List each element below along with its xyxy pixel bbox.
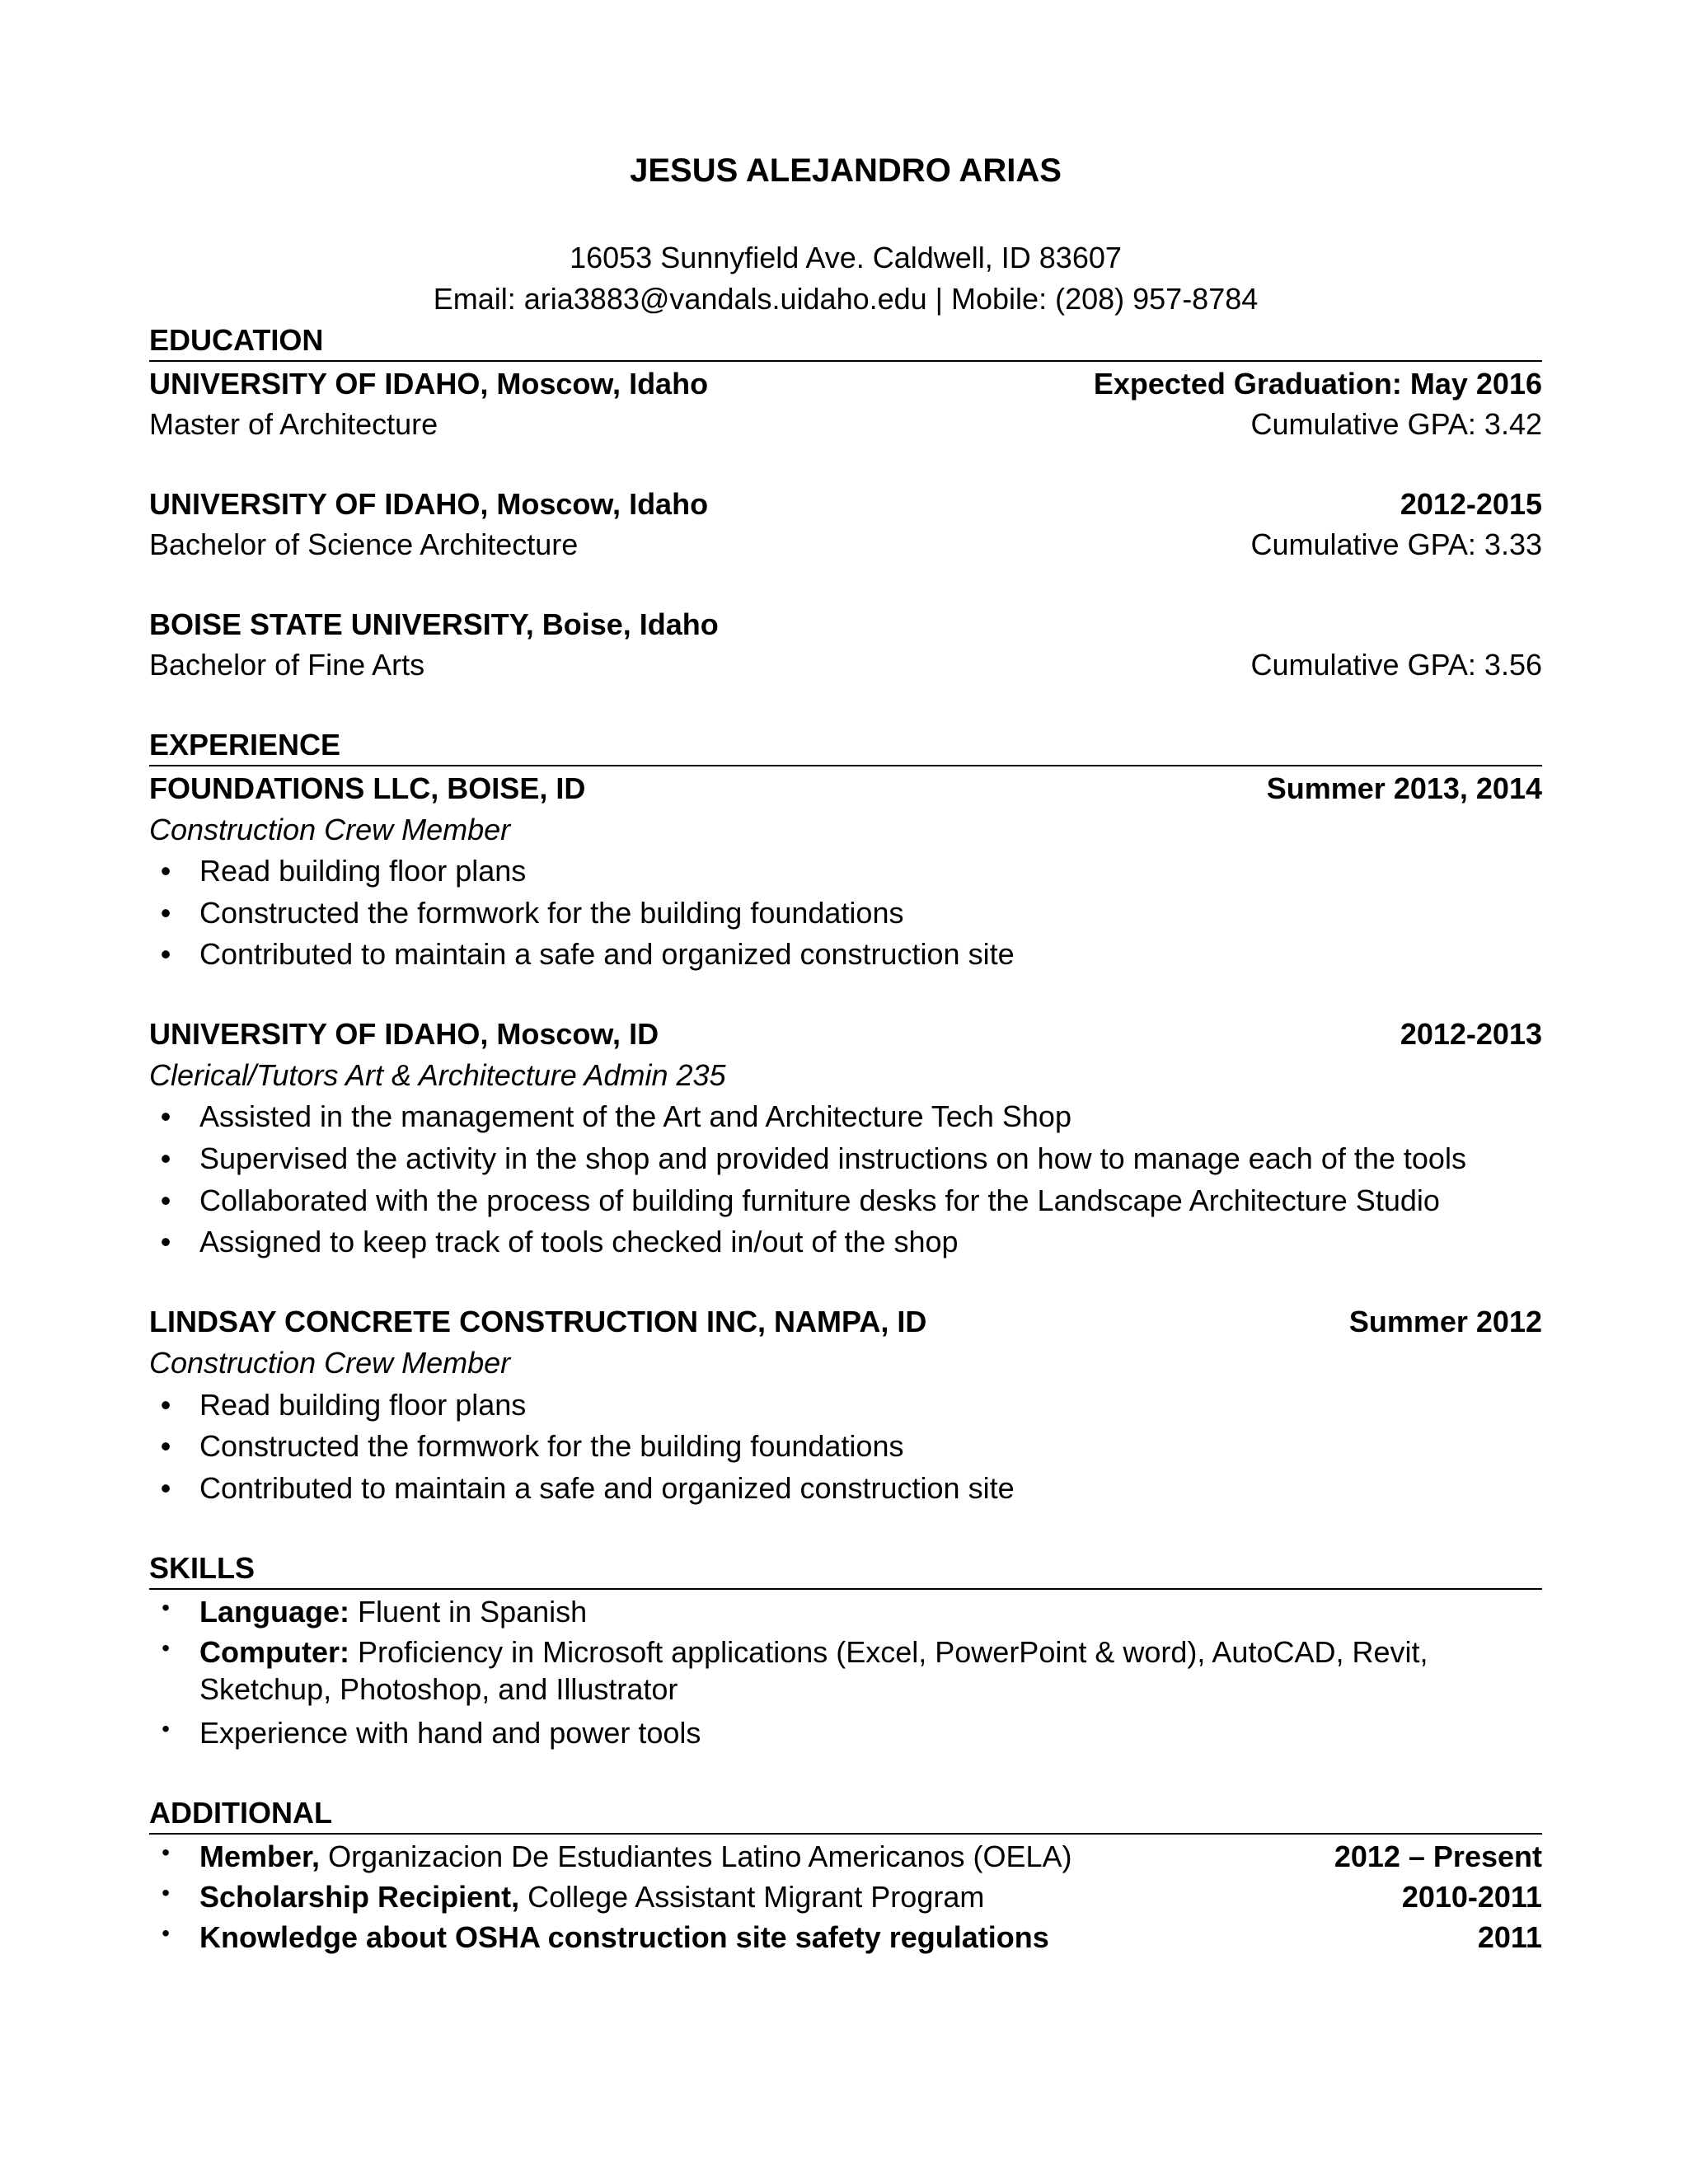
additional-heading: ADDITIONAL xyxy=(149,1796,332,1830)
bullet-text: Contributed to maintain a safe and organized construction site xyxy=(199,937,1015,971)
degree: Bachelor of Fine Arts xyxy=(149,648,425,682)
skill-label: Language: xyxy=(199,1595,350,1629)
additional-text: Organizacion De Estudiantes Latino Americanos (OELA) xyxy=(320,1840,1072,1873)
resume-page xyxy=(149,0,1542,2184)
school-name: UNIVERSITY OF IDAHO, Moscow, Idaho xyxy=(149,487,709,521)
bullet-text: Collaborated with the process of building furniture desks for the Landscape Architecture Studio xyxy=(199,1183,1440,1217)
bullet-icon: • xyxy=(160,1429,171,1463)
skills-heading: SKILLS xyxy=(149,1551,256,1585)
bullet-text: Read building floor plans xyxy=(199,854,527,888)
skill-entry xyxy=(199,1593,1542,1630)
skill-text: Proficiency in Microsoft applications (Excel, PowerPoint & word), AutoCAD, Revit, Sketchup, Photoshop, and Illustrator xyxy=(199,1635,1428,1706)
bullet-text: Assigned to keep track of tools checked in/out of the shop xyxy=(199,1225,959,1258)
bullet-text: Read building floor plans xyxy=(199,1388,527,1422)
bullet-icon: • xyxy=(160,1225,171,1258)
bullet-icon: • xyxy=(160,896,171,930)
job-role: Clerical/Tutors Art & Architecture Admin 235 xyxy=(149,1058,726,1092)
additional-date: 2011 xyxy=(1477,1920,1542,1954)
bullet-icon: • xyxy=(160,1183,171,1217)
bullet-text: Supervised the activity in the shop and provided instructions on how to manage each of the tools xyxy=(199,1141,1466,1175)
degree: Bachelor of Science Architecture xyxy=(149,527,579,561)
additional-date: 2012 – Present xyxy=(1334,1840,1542,1873)
bullet-icon: • xyxy=(160,1141,171,1175)
job-role: Construction Crew Member xyxy=(149,813,511,846)
bullet-text: Assisted in the management of the Art and Architecture Tech Shop xyxy=(199,1099,1071,1133)
bullet-icon: • xyxy=(162,1635,170,1661)
bullet-text: Contributed to maintain a safe and organized construction site xyxy=(199,1471,1015,1505)
additional-divider xyxy=(149,1833,1542,1835)
skill-label: Computer: xyxy=(199,1635,349,1669)
employer: LINDSAY CONCRETE CONSTRUCTION INC, NAMPA, ID xyxy=(149,1305,927,1338)
bullet-icon: • xyxy=(160,937,171,971)
gpa: Cumulative GPA: 3.33 xyxy=(1250,527,1542,561)
skills-divider xyxy=(149,1588,1542,1590)
additional-entry xyxy=(199,1878,1542,1915)
bullet-icon: • xyxy=(162,1880,170,1905)
additional-date: 2010-2011 xyxy=(1401,1880,1542,1914)
resume-name: JESUS ALEJANDRO ARIAS xyxy=(630,152,1062,189)
bullet-icon: • xyxy=(162,1920,170,1946)
experience-heading: EXPERIENCE xyxy=(149,728,341,762)
job-date: Summer 2012 xyxy=(1348,1305,1542,1338)
additional-text: College Assistant Migrant Program xyxy=(519,1880,985,1914)
education-date: Expected Graduation: May 2016 xyxy=(1093,367,1542,401)
address-line: 16053 Sunnyfield Ave. Caldwell, ID 83607 xyxy=(570,241,1122,274)
skill-text: Experience with hand and power tools xyxy=(199,1716,701,1750)
bullet-text: Constructed the formwork for the building foundations xyxy=(199,896,904,930)
education-date: 2012-2015 xyxy=(1400,487,1542,521)
additional-label: Scholarship Recipient, xyxy=(199,1880,520,1914)
bullet-icon: • xyxy=(162,1840,170,1865)
experience-divider xyxy=(149,765,1542,766)
skill-entry xyxy=(199,1633,1518,1708)
contact-line: Email: aria3883@vandals.uidaho.edu | Mobile: (208) 957-8784 xyxy=(433,282,1259,316)
gpa: Cumulative GPA: 3.56 xyxy=(1250,648,1542,682)
additional-label: Knowledge about OSHA construction site safety regulations xyxy=(199,1920,1049,1954)
bullet-icon: • xyxy=(162,1595,170,1620)
skill-text: Fluent in Spanish xyxy=(349,1595,588,1629)
bullet-icon: • xyxy=(162,1716,170,1741)
bullet-icon: • xyxy=(160,854,171,888)
bullet-icon: • xyxy=(160,1388,171,1422)
additional-label: Member, xyxy=(199,1840,321,1873)
school-name: UNIVERSITY OF IDAHO, Moscow, Idaho xyxy=(149,367,709,401)
employer: UNIVERSITY OF IDAHO, Moscow, ID xyxy=(149,1017,659,1051)
school-name: BOISE STATE UNIVERSITY, Boise, Idaho xyxy=(149,607,719,641)
bullet-icon: • xyxy=(160,1471,171,1505)
job-date: Summer 2013, 2014 xyxy=(1266,771,1542,805)
education-heading: EDUCATION xyxy=(149,323,324,357)
bullet-icon: • xyxy=(160,1099,171,1133)
degree: Master of Architecture xyxy=(149,407,438,441)
gpa: Cumulative GPA: 3.42 xyxy=(1250,407,1542,441)
job-role: Construction Crew Member xyxy=(149,1346,511,1380)
employer: FOUNDATIONS LLC, BOISE, ID xyxy=(149,771,586,805)
bullet-text: Constructed the formwork for the building foundations xyxy=(199,1429,904,1463)
education-divider xyxy=(149,360,1542,362)
job-date: 2012-2013 xyxy=(1400,1017,1542,1051)
